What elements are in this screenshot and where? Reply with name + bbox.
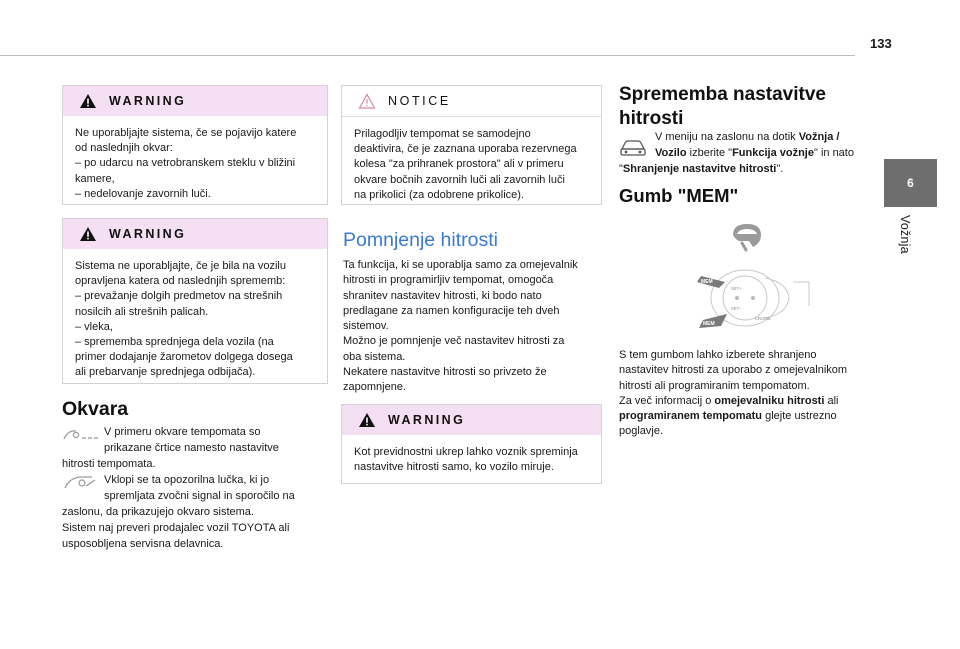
text-line: poglavje. — [619, 425, 664, 438]
menu-path-bold: Vožnja / — [798, 131, 840, 143]
warning-header — [342, 405, 601, 435]
warning-header — [63, 219, 327, 249]
text-line: sistemov. — [343, 320, 389, 333]
cruise-label: CRUISE — [755, 316, 771, 321]
text-span: ". — [776, 163, 784, 175]
chapter-label: Vožnja — [898, 215, 912, 254]
warning-body — [342, 435, 601, 485]
text-line — [619, 409, 869, 424]
pomnjenje-body — [343, 258, 603, 396]
text-line: usposobljena servisna delavnica. — [62, 538, 224, 550]
warning-box-1 — [62, 85, 328, 205]
dashes-indicator-icon — [62, 428, 100, 442]
warning-title: WARNING — [109, 227, 187, 241]
cruise-fault-warning-icon — [62, 474, 98, 490]
chapter-tab[interactable]: 6 — [884, 159, 937, 207]
text-span: Za več informacij o — [619, 394, 715, 407]
text-span: glejte ustrezno — [762, 410, 837, 423]
text-line: Ne uporabljajte sistema, če se pojavijo katere — [75, 127, 297, 139]
mem-label-bottom: MEM — [703, 321, 715, 327]
text-line: deaktivira, če je zaznana uporaba rezervnega — [354, 143, 577, 156]
text-line: – po udarcu na vetrobranskem steklu v bližini — [75, 157, 296, 170]
notice-box — [341, 85, 602, 205]
text-line: Možno je pomnjenje več nastavitev hitrosti za — [343, 335, 565, 348]
warning-title: WARNING — [388, 413, 466, 427]
text-line — [655, 130, 839, 145]
section-heading-gumb-mem: Gumb "MEM" — [619, 185, 739, 206]
text-line: Sistema ne uporabljajte, če je bila na vozilu — [75, 260, 286, 272]
text-line: nosilcih ali strešnih palicah. — [75, 305, 209, 318]
text-line — [619, 162, 783, 177]
text-line: na prikolici (za odobrene prikolice). — [354, 188, 524, 201]
warning-box-3 — [341, 404, 602, 484]
text-span: " in nato — [813, 147, 854, 159]
text-line: Nekatere nastavitve hitrosti so privzeto že — [343, 366, 547, 379]
text-line: Vklopi se ta opozorilna lučka, ki jo — [104, 474, 270, 486]
text-line: Ta funkcija, ki se uporablja samo za omejevalnik — [343, 259, 578, 271]
section-heading-okvara: Okvara — [62, 398, 129, 420]
warning-body — [63, 116, 327, 212]
text-span: ali — [824, 394, 839, 407]
text-line: V primeru okvare tempomata so — [104, 426, 261, 438]
heading-line: hitrosti — [619, 108, 684, 129]
menu-path-bold: Funkcija vožnje — [732, 147, 814, 159]
set-plus-label: SET+ — [731, 286, 742, 291]
text-line: – prevažanje dolgih predmetov na strešnih — [75, 290, 283, 303]
text-line: prikazane črtice namesto nastavitve — [104, 442, 279, 454]
text-line: hitrosti ali programiranim tempomatom. — [619, 379, 810, 392]
warning-triangle-icon — [79, 226, 97, 242]
text-line: oba sistema. — [343, 350, 406, 363]
warning-box-2 — [62, 218, 328, 384]
text-line: Sistem naj preveri prodajalec vozil TOYOTA ali — [62, 522, 290, 534]
text-line: od naslednjih okvar: — [75, 142, 173, 155]
warning-header — [63, 86, 327, 116]
text-line: shranitev nastavitev hitrosti, ki bodo nato — [343, 289, 542, 302]
text-line: hitrosti in programirljiv tempomat, omogoča — [343, 274, 554, 287]
text-span: " — [619, 163, 623, 175]
text-span: izberite " — [686, 147, 733, 159]
page-number: 133 — [870, 36, 892, 51]
cross-reference-bold: programiranem tempomatu — [619, 410, 763, 423]
text-line — [655, 146, 854, 161]
menu-path-bold: Shranjenje nastavitve hitrosti — [622, 163, 777, 175]
text-line: spremljata zvočni signal in sporočilo na — [104, 490, 295, 502]
text-line: kamere, — [75, 172, 115, 185]
text-line: kolesa "za prihranek prostora" ali v primeru — [354, 158, 564, 171]
notice-header — [342, 86, 601, 117]
section-heading-sprememba — [619, 83, 859, 131]
text-line: nastavitev hitrosti za uporabo z omejevalnikom — [619, 364, 848, 377]
cruise-control-stalk-illustration — [691, 268, 821, 340]
warning-title: WARNING — [109, 94, 187, 108]
mem-label-top: MEM — [701, 279, 713, 285]
text-line: nastavitve hitrosti samo, ko vozilo miruje. — [354, 461, 554, 474]
text-line: – sprememba sprednjega dela vozila (na — [75, 336, 274, 349]
text-line: S tem gumbom lahko izberete shranjeno — [619, 349, 817, 361]
text-line: predlagane za namen konfiguracije teh dveh — [343, 304, 560, 317]
menu-path-bold: Vozilo — [655, 147, 687, 159]
text-span: V meniju na zaslonu na dotik — [655, 131, 799, 143]
steering-wheel-icon — [729, 221, 765, 253]
cross-reference-bold: omejevalniku hitrosti — [714, 394, 825, 407]
heading-line: Sprememba nastavitve — [619, 84, 826, 105]
text-line: Prilagodljiv tempomat se samodejno — [354, 128, 531, 140]
text-line: ali prebarvanje sprednjega odbijača). — [75, 366, 256, 379]
text-line: opravljena katera od naslednjih sprememb: — [75, 275, 286, 288]
set-minus-label: SET– — [731, 306, 742, 311]
text-line — [619, 394, 869, 409]
header-rule — [0, 55, 855, 56]
notice-triangle-icon — [358, 93, 376, 109]
text-line: – nedelovanje zavornih luči. — [75, 187, 211, 200]
text-line: primer dodajanje žarometov dolgega dosega — [75, 351, 293, 364]
section-heading-pomnjenje: Pomnjenje hitrosti — [343, 229, 498, 251]
text-line: hitrosti tempomata. — [62, 458, 156, 470]
warning-body — [63, 249, 327, 391]
notice-body — [342, 117, 601, 213]
text-line: Kot previdnostni ukrep lahko voznik spreminja — [354, 446, 578, 458]
text-line: – vleka, — [75, 320, 113, 333]
text-line: okvare bočnih zavornih luči ali zavornih luči — [354, 173, 565, 186]
warning-triangle-icon — [358, 412, 376, 428]
gumb-body — [619, 348, 869, 440]
notice-title: NOTICE — [388, 94, 451, 108]
text-line: zaslonu, da prikazujejo okvaro sistema. — [62, 506, 254, 518]
touchscreen-car-icon — [619, 137, 647, 159]
warning-triangle-icon — [79, 93, 97, 109]
text-line: zapomnjene. — [343, 381, 406, 394]
